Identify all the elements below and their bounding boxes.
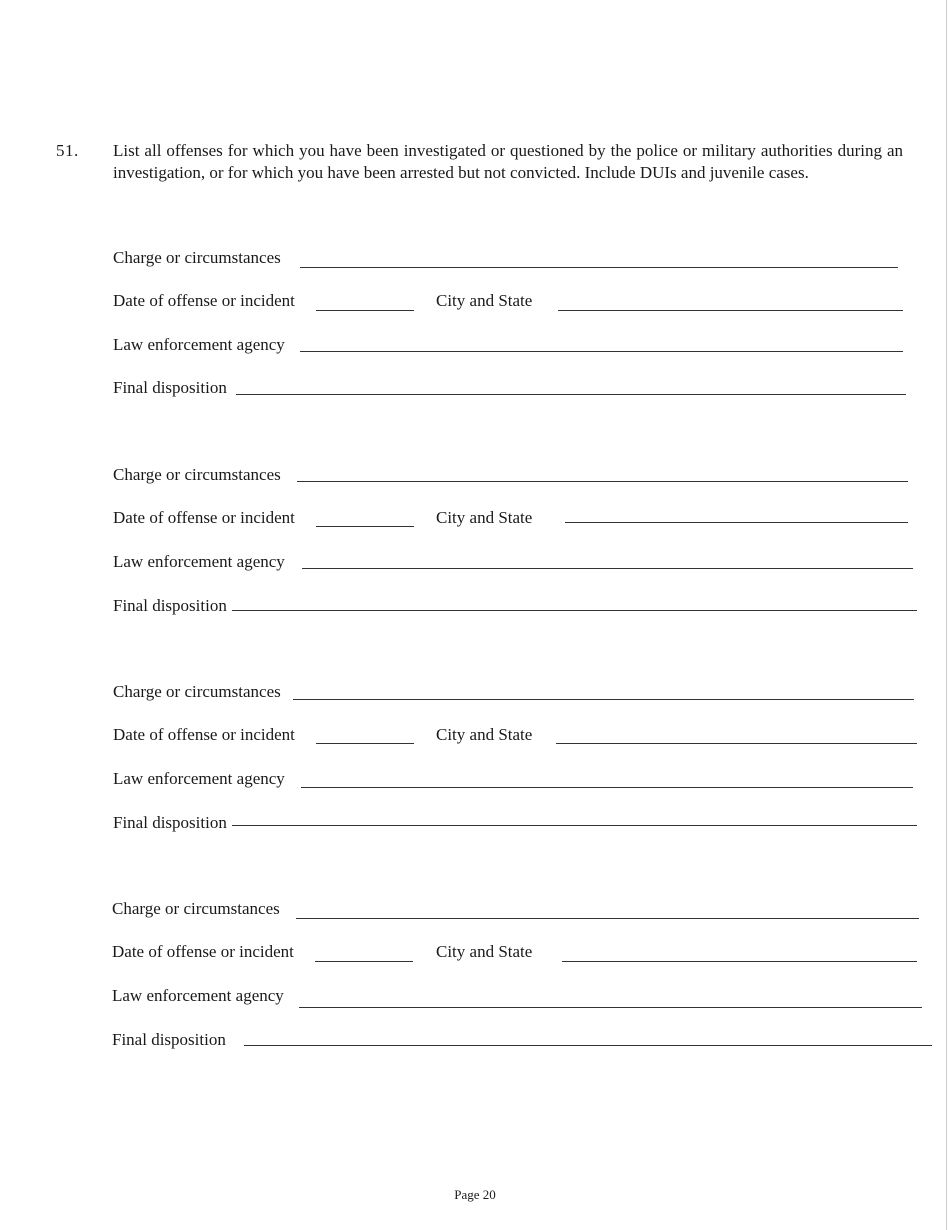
charge-field[interactable] (293, 699, 914, 700)
city-state-label: City and State (436, 508, 533, 527)
charge-field[interactable] (296, 918, 919, 919)
offense-entry (0, 899, 950, 1079)
charge-label: Charge or circumstances (113, 248, 281, 267)
city-state-label: City and State (436, 291, 533, 310)
charge-label: Charge or circumstances (113, 682, 281, 701)
date-field[interactable] (316, 743, 414, 744)
charge-label: Charge or circumstances (113, 465, 281, 484)
date-label: Date of offense or incident (113, 725, 295, 744)
agency-field[interactable] (300, 351, 903, 352)
charge-label: Charge or circumstances (112, 899, 280, 918)
date-field[interactable] (316, 526, 414, 527)
disposition-label: Final disposition (113, 813, 227, 832)
agency-label: Law enforcement agency (113, 552, 285, 571)
agency-label: Law enforcement agency (113, 335, 285, 354)
disposition-field[interactable] (232, 825, 917, 826)
city-state-label: City and State (436, 942, 533, 961)
date-label: Date of offense or incident (113, 291, 295, 310)
question-number: 51. (56, 141, 79, 160)
disposition-label: Final disposition (113, 596, 227, 615)
disposition-field[interactable] (236, 394, 906, 395)
agency-label: Law enforcement agency (113, 769, 285, 788)
city-state-field[interactable] (565, 522, 908, 523)
offense-entry (0, 248, 950, 428)
agency-field[interactable] (301, 787, 913, 788)
date-field[interactable] (316, 310, 414, 311)
page-number: Page 20 (454, 1187, 496, 1202)
offense-entry (0, 465, 950, 645)
agency-field[interactable] (302, 568, 913, 569)
disposition-field[interactable] (244, 1045, 932, 1046)
city-state-field[interactable] (556, 743, 917, 744)
date-label: Date of offense or incident (112, 942, 294, 961)
date-field[interactable] (315, 961, 413, 962)
city-state-label: City and State (436, 725, 533, 744)
agency-label: Law enforcement agency (112, 986, 284, 1005)
question-text: List all offenses for which you have been investigated or questioned by the police or military authorities during an investigation, or for which you have been arrested but not convicted. Include DUIs and juvenile cases. (113, 141, 903, 182)
date-label: Date of offense or incident (113, 508, 295, 527)
disposition-label: Final disposition (112, 1030, 226, 1049)
charge-field[interactable] (297, 481, 908, 482)
charge-field[interactable] (300, 267, 898, 268)
city-state-field[interactable] (562, 961, 917, 962)
disposition-label: Final disposition (113, 378, 227, 397)
disposition-field[interactable] (232, 610, 917, 611)
offense-entry (0, 682, 950, 862)
agency-field[interactable] (299, 1007, 922, 1008)
city-state-field[interactable] (558, 310, 903, 311)
